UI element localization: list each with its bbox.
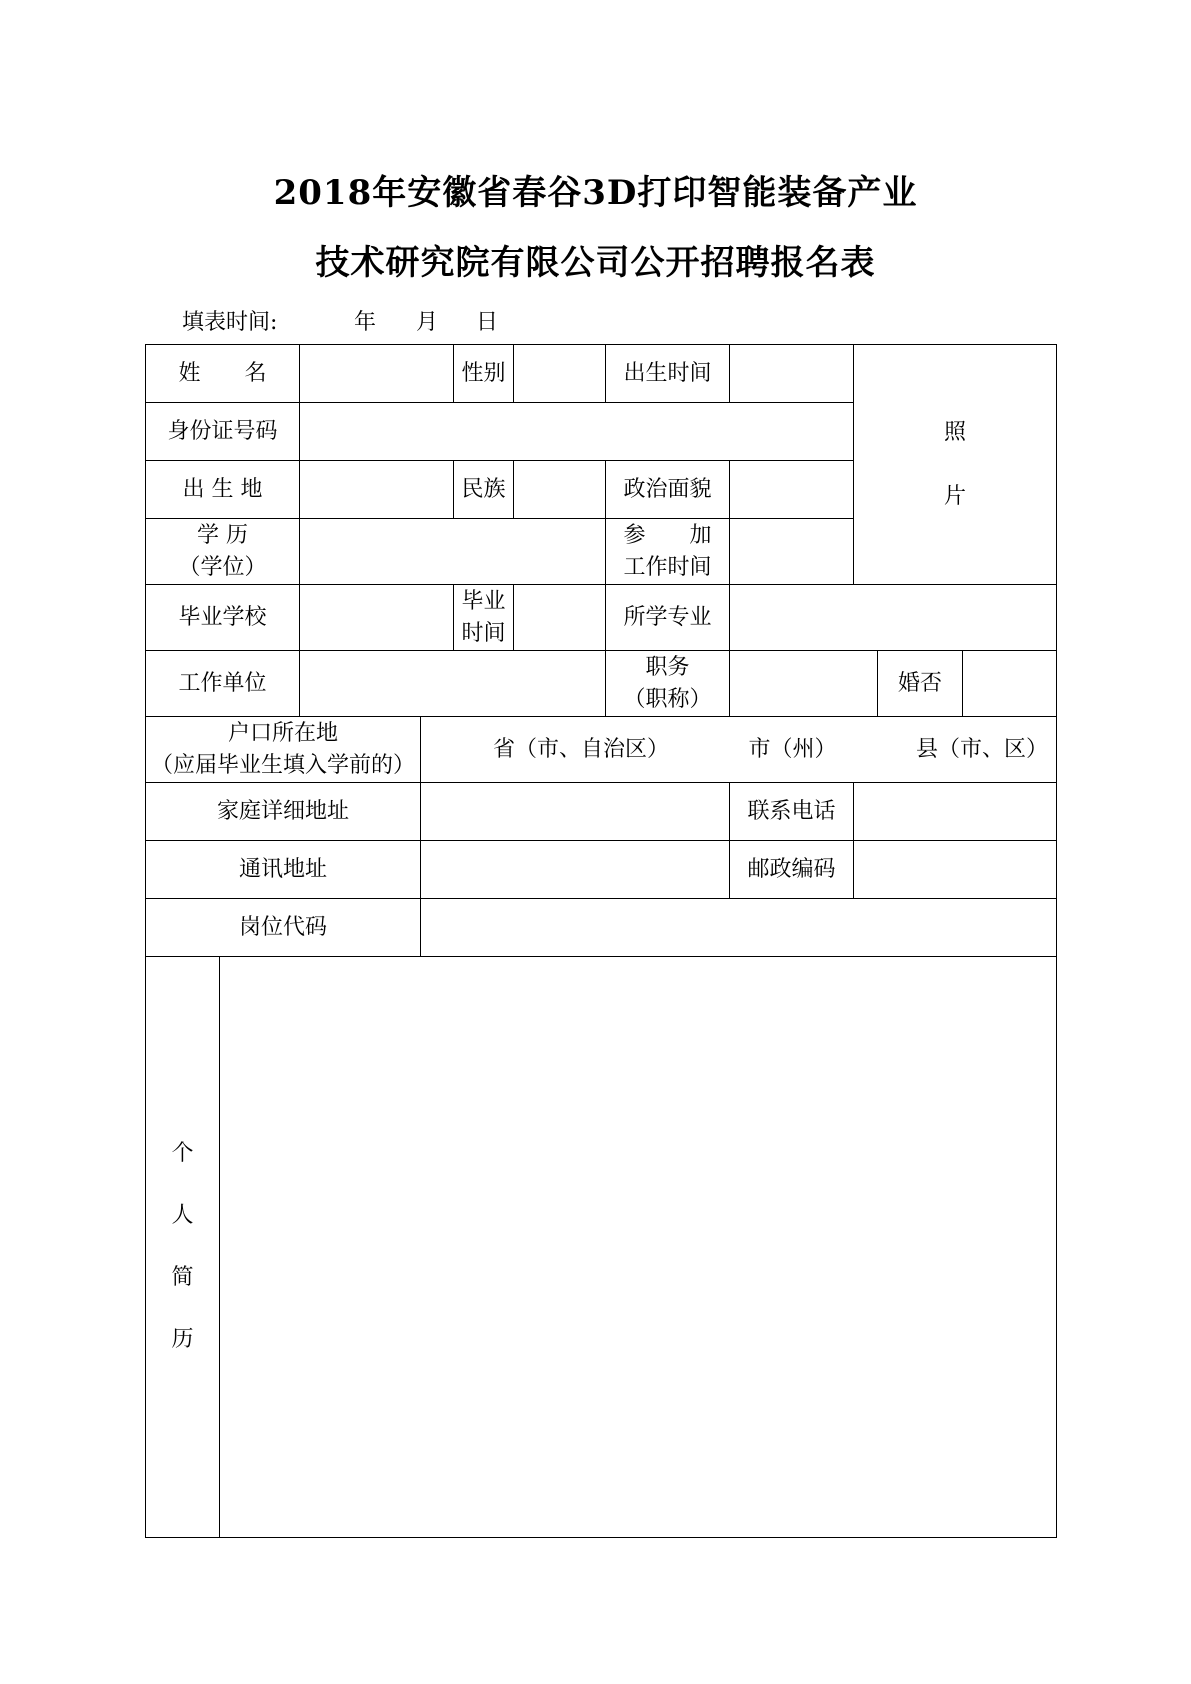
resume-label-4: 历 [171, 1327, 194, 1352]
work-start-field[interactable] [730, 519, 854, 585]
position-label [606, 651, 730, 717]
name-label: 姓 名 [146, 345, 300, 403]
hukou-city: 市（州） [748, 736, 837, 762]
resume-label-1: 个 [171, 1141, 194, 1166]
graduation-time-label-line2: 时间 [461, 620, 506, 646]
home-address-field[interactable] [421, 783, 730, 841]
education-label [146, 519, 300, 585]
major-field[interactable] [730, 585, 1057, 651]
hukou-field[interactable] [421, 717, 1057, 783]
birth-date-field[interactable] [730, 345, 854, 403]
work-start-label-line1: 参 加 [623, 522, 712, 548]
graduation-time-label [454, 585, 514, 651]
job-code-label: 岗位代码 [146, 899, 421, 957]
ethnicity-label: 民族 [454, 461, 514, 519]
fill-date-year: 年 [354, 310, 377, 335]
graduate-school-field[interactable] [300, 585, 454, 651]
work-start-label-line2: 工作时间 [623, 554, 712, 580]
job-code-field[interactable] [421, 899, 1057, 957]
hukou-province: 省（市、自治区） [493, 736, 670, 762]
education-label-line1: 学 历 [197, 522, 248, 548]
postal-code-label: 邮政编码 [730, 841, 854, 899]
id-number-label: 身份证号码 [146, 403, 300, 461]
marital-field[interactable] [963, 651, 1057, 717]
application-form-table [145, 344, 1057, 1538]
hukou-label-line2: （应届毕业生填入学前的） [151, 752, 416, 778]
photo-label-2: 片 [944, 483, 967, 509]
photo-box[interactable] [854, 345, 1057, 585]
birthplace-label: 出 生 地 [146, 461, 300, 519]
political-status-label: 政治面貌 [606, 461, 730, 519]
employer-field[interactable] [300, 651, 606, 717]
mail-address-label: 通讯地址 [146, 841, 421, 899]
marital-label: 婚否 [878, 651, 963, 717]
hukou-label-line1: 户口所在地 [228, 720, 339, 746]
hukou-label [146, 717, 421, 783]
gender-field[interactable] [514, 345, 606, 403]
phone-field[interactable] [854, 783, 1057, 841]
postal-code-field[interactable] [854, 841, 1057, 899]
form-title-line1: 2018年安徽省春谷3D打印智能装备产业 [273, 173, 918, 213]
resume-field[interactable] [220, 957, 1057, 1538]
major-label: 所学专业 [606, 585, 730, 651]
position-label-line2: （职称） [623, 686, 712, 712]
graduation-time-field[interactable] [514, 585, 606, 651]
political-status-field[interactable] [730, 461, 854, 519]
birthplace-field[interactable] [300, 461, 454, 519]
fill-date-month: 月 [416, 310, 439, 335]
photo-label-1: 照 [944, 419, 967, 445]
resume-label-3: 简 [171, 1265, 194, 1290]
employer-label: 工作单位 [146, 651, 300, 717]
fill-date-label: 填表时间: [182, 310, 278, 335]
ethnicity-field[interactable] [514, 461, 606, 519]
resume-label [146, 957, 220, 1538]
hukou-county: 县（市、区） [915, 736, 1048, 762]
fill-date-day: 日 [476, 310, 499, 335]
mail-address-field[interactable] [421, 841, 730, 899]
phone-label: 联系电话 [730, 783, 854, 841]
birth-date-label: 出生时间 [606, 345, 730, 403]
form-title-line2: 技术研究院有限公司公开招聘报名表 [315, 243, 876, 283]
name-field[interactable] [300, 345, 454, 403]
id-number-field[interactable] [300, 403, 854, 461]
position-label-line1: 职务 [645, 654, 690, 680]
home-address-label: 家庭详细地址 [146, 783, 421, 841]
graduation-time-label-line1: 毕业 [461, 588, 506, 614]
position-field[interactable] [730, 651, 878, 717]
graduate-school-label: 毕业学校 [146, 585, 300, 651]
education-label-line2: （学位） [178, 554, 267, 580]
gender-label: 性别 [454, 345, 514, 403]
resume-label-2: 人 [171, 1203, 194, 1228]
work-start-label [606, 519, 730, 585]
education-field[interactable] [300, 519, 606, 585]
